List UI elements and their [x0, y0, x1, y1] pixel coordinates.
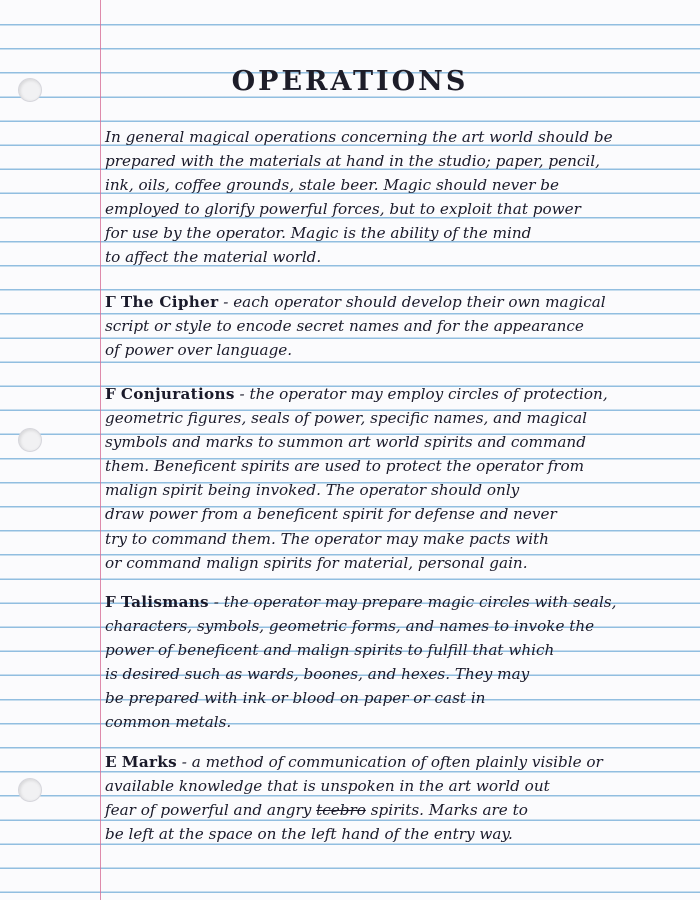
- section-mark: F: [105, 385, 117, 403]
- section-text: fear of powerful and angry: [105, 801, 312, 820]
- section-line: of power over language.: [105, 341, 293, 360]
- section-line: [105, 290, 650, 314]
- section-text: spirits. Marks are to: [370, 801, 528, 820]
- section-line: geometric figures, seals of power, specific names, and magical: [105, 409, 587, 428]
- intro-line: In general magical operations concerning the art world should be: [105, 128, 613, 146]
- section-marks: [105, 750, 650, 846]
- intro-line: ink, oils, coffee grounds, stale beer. Magic should never be: [105, 176, 560, 195]
- section-label: Conjurations: [120, 385, 235, 403]
- section-line: characters, symbols, geometric forms, and names to invoke the: [105, 617, 595, 636]
- intro-line: for use by the operator. Magic is the ability of the mind: [105, 224, 532, 243]
- section-line: them. Beneficent spirits are used to protect the operator from: [105, 457, 584, 476]
- section-line: [105, 750, 650, 774]
- section-line: is desired such as wards, boones, and hexes. They may: [105, 665, 530, 684]
- section-line: draw power from a beneficent spirit for defense and never: [105, 505, 557, 524]
- section-text: - each operator should develop their own magical: [223, 293, 606, 311]
- section-mark: E: [105, 753, 117, 771]
- section-cipher: [105, 290, 650, 362]
- section-line: malign spirit being invoked. The operator should only: [105, 481, 520, 500]
- section-line: symbols and marks to summon art world spirits and command: [105, 433, 586, 452]
- section-line: be left at the space on the left hand of the entry way.: [105, 825, 513, 844]
- page-title: OPERATIONS: [231, 66, 469, 97]
- binder-hole-middle: [18, 428, 42, 452]
- section-line: try to command them. The operator may make pacts with: [105, 529, 549, 548]
- section-line: or command malign spirits for material, personal gain.: [105, 553, 528, 572]
- intro-line: to affect the material world.: [105, 248, 322, 267]
- section-line: common metals.: [105, 713, 232, 732]
- section-line: available knowledge that is unspoken in the art world out: [105, 777, 550, 796]
- section-mark: F: [105, 593, 117, 611]
- section-line: be prepared with ink or blood on paper or cast in: [105, 689, 486, 708]
- intro-line: employed to glorify powerful forces, but to exploit that power: [105, 200, 581, 219]
- intro-line: prepared with the materials at hand in the studio; paper, pencil,: [105, 152, 600, 171]
- section-talismans: [105, 590, 650, 735]
- section-text: - the operator may employ circles of protection,: [239, 385, 608, 403]
- section-conjurations: [105, 382, 650, 575]
- section-line: power of beneficent and malign spirits to fulfill that which: [105, 641, 555, 660]
- section-line: [105, 798, 650, 822]
- margin-line: [100, 0, 101, 900]
- section-label: The Cipher: [120, 293, 219, 311]
- section-mark: Γ: [105, 293, 117, 311]
- intro-paragraph: [105, 125, 650, 270]
- section-line: [105, 382, 650, 406]
- section-line: [105, 590, 650, 614]
- struck-word: tcebro: [316, 801, 366, 820]
- section-label: Marks: [121, 753, 177, 771]
- section-line: script or style to encode secret names and for the appearance: [105, 317, 584, 336]
- section-text: - a method of communication of often plainly visible or: [181, 753, 603, 771]
- section-label: Talismans: [120, 593, 209, 611]
- section-text: - the operator may prepare magic circles with seals,: [213, 593, 617, 611]
- binder-hole-bottom: [18, 778, 42, 802]
